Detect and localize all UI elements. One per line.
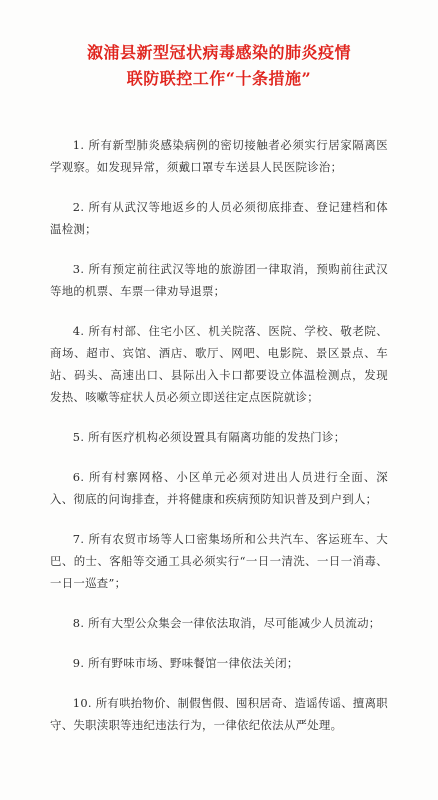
measure-item-4: 4. 所有村部、住宅小区、机关院落、医院、学校、敬老院、商场、超市、宾馆、酒店、歌厅、网吧、电影院、景区景点、车站、码头、高速出口、县际出入卡口都要设立体温检测点，发现发热、咳嗽等症状人员必须立即送往定点医院就诊； (50, 324, 388, 404)
measure-item-6: 6. 所有村寨网格、小区单元必须对进出人员进行全面、深入、彻底的问询排查，并将健康和疾病预防知识普及到户到人； (50, 470, 388, 506)
measure-item-10: 10. 所有哄抬物价、制假售假、囤积居奇、造谣传谣、擅离职守、失职渎职等违纪违法行为，一律依纪依法从严处理。 (50, 696, 388, 732)
measure-item-2: 2. 所有从武汉等地返乡的人员必须彻底排查、登记建档和体温检测； (50, 200, 388, 236)
title-line-1: 溆浦县新型冠状病毒感染的肺炎疫情 (86, 43, 351, 62)
measure-item-1: 1. 所有新型肺炎感染病例的密切接触者必须实行居家隔离医学观察。如发现异常，须戴口罩专车送县人民医院诊治； (50, 138, 388, 174)
measure-item-5: 5. 所有医疗机构必须设置具有隔离功能的发热门诊； (72, 430, 346, 444)
measure-item-7: 7. 所有农贸市场等人口密集场所和公共汽车、客运班车、大巴、的士、客船等交通工具必须实行“一日一清洗、一日一消毒、一日一巡查”； (50, 532, 388, 590)
title-line-2: 联防联控工作“十条措施” (126, 69, 312, 88)
document-title (50, 40, 388, 92)
measures-list (50, 134, 388, 736)
measure-item-9: 9. 所有野味市场、野味餐馆一律依法关闭； (72, 656, 299, 670)
measure-item-8: 8. 所有大型公众集会一律依法取消，尽可能减少人员流动； (72, 616, 381, 630)
measure-item-3: 3. 所有预定前往武汉等地的旅游团一律取消，预购前往武汉等地的机票、车票一律劝导退票； (50, 262, 388, 298)
